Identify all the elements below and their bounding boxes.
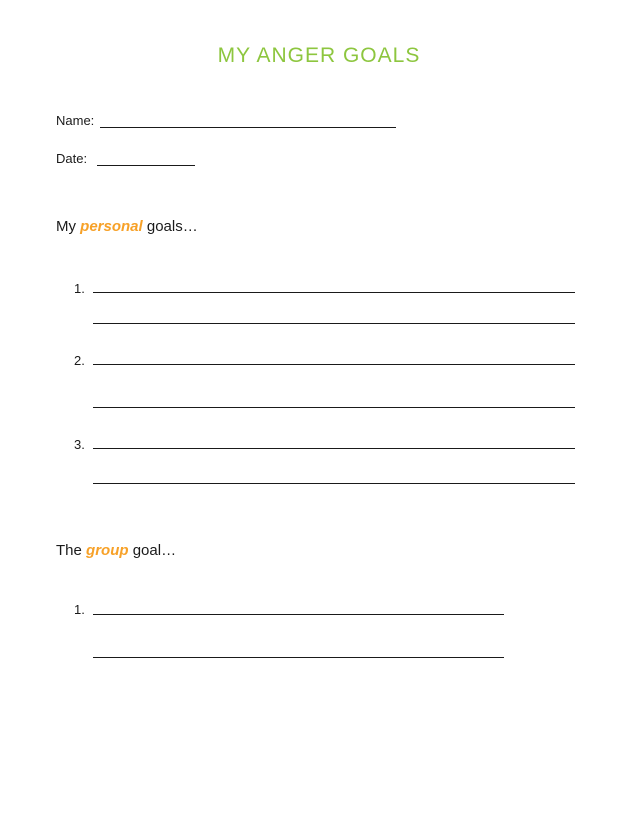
name-label: Name: — [56, 113, 95, 128]
personal-goal-number-1: 1. — [74, 281, 85, 296]
personal-goal-3-line-1[interactable] — [93, 448, 575, 449]
group-goal-1-line-1[interactable] — [93, 614, 504, 615]
group-heading-suffix: goal… — [132, 542, 177, 559]
date-field — [56, 148, 195, 166]
personal-heading-suffix: goals… — [146, 218, 198, 235]
personal-goal-2-line-2[interactable] — [93, 407, 575, 408]
personal-heading-accent: personal — [80, 218, 143, 235]
group-heading-accent: group — [86, 542, 129, 559]
personal-goal-1-line-2[interactable] — [93, 323, 575, 324]
group-goal-number-1: 1. — [74, 602, 85, 617]
personal-goal-2-line-1[interactable] — [93, 364, 575, 365]
group-heading-prefix: The — [56, 542, 82, 559]
group-goal-1-line-2[interactable] — [93, 657, 504, 658]
personal-goal-number-2: 2. — [74, 353, 85, 368]
personal-goal-number-3: 3. — [74, 437, 85, 452]
personal-goals-heading — [56, 218, 198, 235]
personal-heading-prefix: My — [56, 218, 76, 235]
worksheet-title: MY ANGER GOALS — [217, 44, 421, 67]
date-label: Date: — [56, 151, 88, 166]
name-blank-line[interactable] — [100, 113, 396, 128]
group-goal-heading — [56, 542, 176, 559]
name-field — [56, 110, 396, 128]
personal-goal-3-line-2[interactable] — [93, 483, 575, 484]
personal-goal-1-line-1[interactable] — [93, 292, 575, 293]
date-blank-line[interactable] — [97, 151, 195, 166]
